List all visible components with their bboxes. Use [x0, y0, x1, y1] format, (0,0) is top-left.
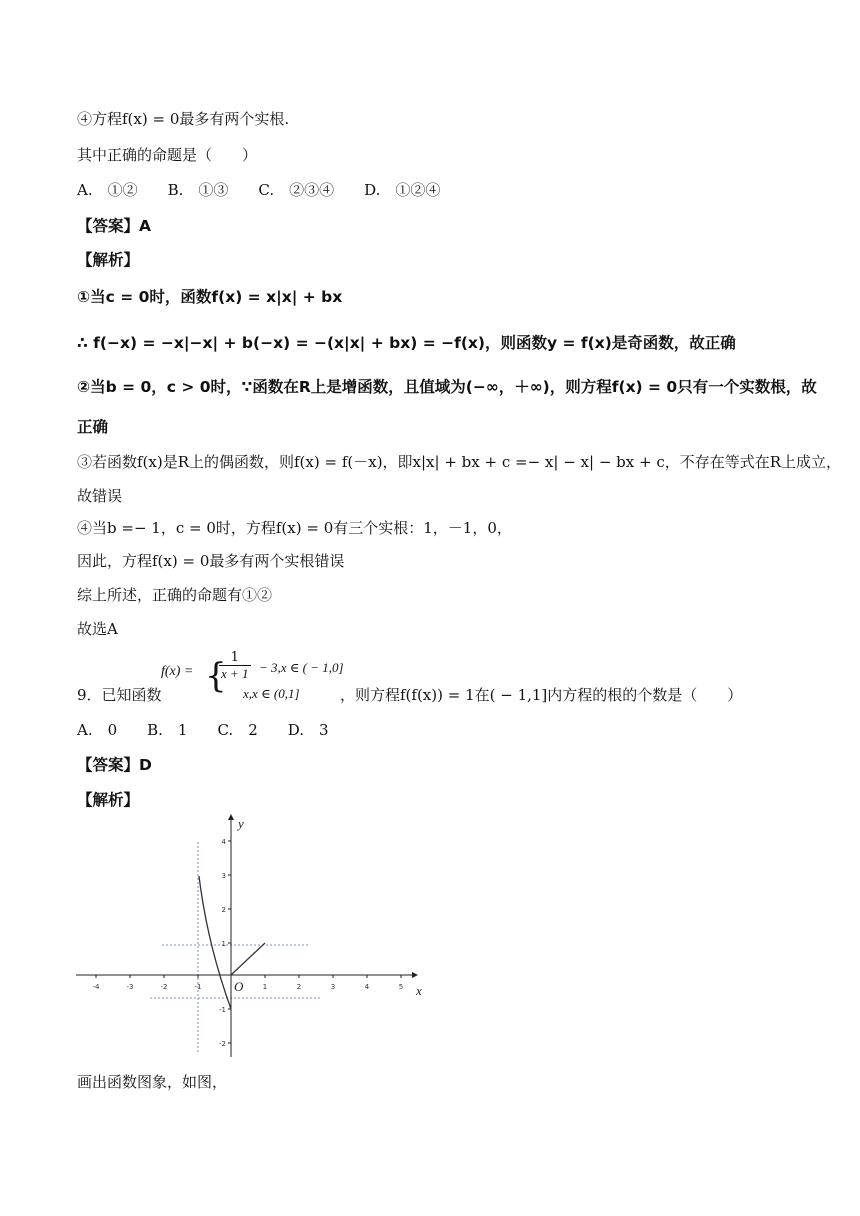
line-branch-y-equals-x [231, 943, 265, 975]
fraction-numerator: 1 [219, 650, 251, 666]
piecewise-function [161, 652, 361, 708]
curve-reciprocal-branch [199, 876, 231, 1009]
x-tick-label: 5 [398, 983, 404, 991]
answer-q9: 【答案】D [77, 756, 152, 774]
x-tick-label: -2 [160, 983, 168, 991]
y-axis-label: y [238, 816, 244, 831]
q9-suffix: ，则方程f(f(x)) = 1在( − 1,1]内方程的根的个数是（ ） [340, 686, 743, 704]
solution-line-3a: ②当b = 0，c > 0时，∵函数在R上是增函数，且值域为(−∞，＋∞)，则方程f(x) = 0只有一个实数根，故 [77, 378, 817, 396]
choices-q9: A. 0 B. 1 C. 2 D. 3 [77, 721, 329, 739]
q9-prefix: 9．已知函数 [77, 686, 162, 704]
solution-line-6: 因此，方程f(x) = 0最多有两个实根错误 [77, 552, 345, 570]
y-tick-label: 2 [221, 906, 226, 914]
x-axis-label: x [416, 983, 422, 998]
analysis-heading-q9: 【解析】 [77, 791, 140, 809]
y-tick-label: 4 [221, 838, 226, 846]
solution-line-2: ∴ f(−x) = −x|−x| + b(−x) = −(x|x| + bx) = −f(x)，则函数y = f(x)是奇函数，故正确 [77, 334, 736, 352]
x-tick-label: -4 [92, 983, 100, 991]
graph-caption: 画出函数图象，如图， [77, 1073, 228, 1091]
question-prompt: 其中正确的命题是（ ） [77, 146, 258, 164]
x-tick-label: 4 [364, 983, 370, 991]
x-axis-arrow [412, 972, 418, 978]
solution-line-4a: ③若函数f(x)是R上的偶函数，则f(x) = f(－x)，即x|x| + bx + c =− x| − x| − bx + c，不存在等式在R上成立， [77, 453, 842, 471]
solution-line-5: ④当b =− 1，c = 0时，方程f(x) = 0有三个实根：1，－1，0， [77, 519, 512, 537]
x-tick-label: -1 [194, 983, 202, 991]
y-tick-label: 3 [221, 872, 226, 880]
solution-line-1: ①当c = 0时，函数f(x) = x|x| + bx [77, 288, 343, 306]
piecewise-brace: { [205, 656, 227, 696]
case-2: x,x ∈ (0,1] [243, 686, 300, 701]
x-tick-label: -3 [126, 983, 134, 991]
answer-q8: 【答案】A [77, 217, 151, 235]
origin-label: O [234, 979, 244, 994]
y-tick-label: -1 [219, 1006, 226, 1014]
fraction-denominator: x + 1 [221, 666, 249, 681]
y-tick-label: 1 [221, 940, 226, 948]
case-1-rest: − 3,x ∈ ( − 1,0] [259, 660, 344, 675]
statement-4: ④方程f(x) = 0最多有两个实根. [77, 110, 290, 128]
function-graph [74, 812, 434, 1062]
choices-q8: A. ①② B. ①③ C. ②③④ D. ①②④ [77, 181, 441, 199]
solution-line-3b: 正确 [77, 418, 109, 436]
fx-label: f(x) = [161, 664, 194, 679]
analysis-heading-q8: 【解析】 [77, 251, 140, 269]
solution-line-8: 故选A [77, 620, 118, 638]
solution-line-7: 综上所述，正确的命题有①② [77, 586, 273, 604]
y-tick-label: -2 [219, 1040, 226, 1048]
x-tick-label: 1 [262, 983, 268, 991]
y-axis-arrow [228, 814, 234, 820]
x-tick-label: 2 [296, 983, 302, 991]
fraction [219, 650, 251, 682]
x-tick-label: 3 [330, 983, 336, 991]
solution-line-4b: 故错误 [77, 487, 123, 505]
